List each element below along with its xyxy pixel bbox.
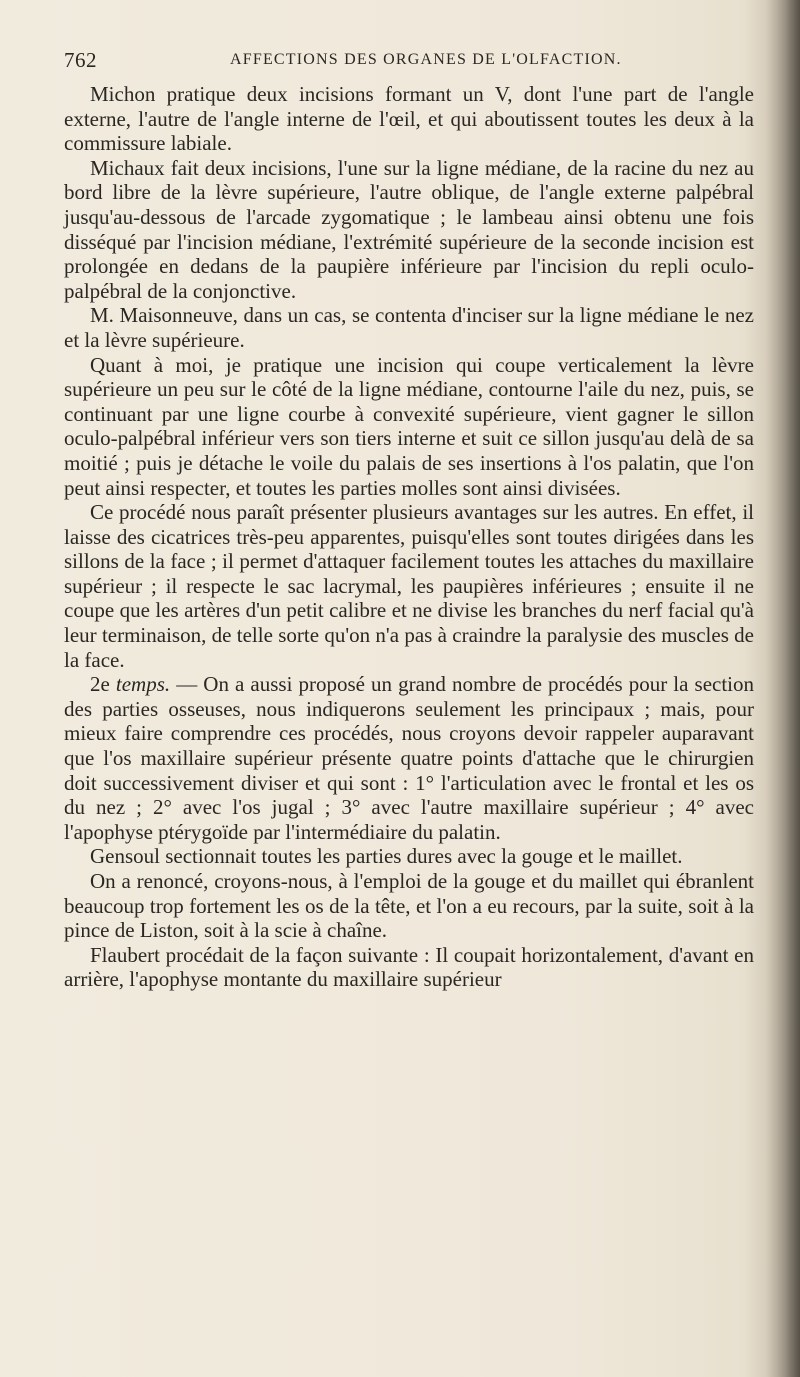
paragraph-author-procedure: Quant à moi, je pratique une incision qui coupe verticalement la lèvre supérieure un peu sur le côté de la ligne médiane, contourne l'aile du nez, puis, se continuant par une ligne courbe à convexité supérieure, vient gagner le sillon oculo-palpébral inférieur vers son tiers interne et suit ce sillon jusqu'au delà de sa moitié ; puis je détache le voile du palais de ses insertions à l'os palatin, que l'on peut ainsi respecter, et toutes les parties molles sont ainsi divisées. — [64, 352, 754, 500]
second-stage-number: 2e — [90, 672, 110, 697]
page-number: 762 — [64, 48, 97, 72]
running-title: AFFECTIONS DES ORGANES DE L'OLFACTION. — [230, 51, 622, 68]
paragraph-michon: Michon pratique deux incisions formant un V, dont l'une part de l'angle externe, l'autre de l'angle interne de l'œil, et qui aboutissent toutes les deux à la commissure labiale. — [64, 82, 754, 156]
paragraph-second-stage — [64, 672, 754, 844]
body-text — [64, 82, 754, 992]
second-stage-text: — On a aussi proposé un grand nombre de procédés pour la section des parties osseuses, nous indiquerons seulement les principaux ; mais, pour mieux faire comprendre ces procédés, nous croyons devoir rappeler auparavant que l'os maxillaire supérieur présente quatre points d'attache que le chirurgien doit successivement diviser et qui sont : 1° l'articulation avec le frontal et les os du nez ; 2° avec l'os jugal ; 3° avec l'autre maxillaire supérieur ; 4° avec l'apophyse ptérygoïde par l'intermédiaire du palatin. — [64, 672, 755, 844]
paragraph-flaubert: Flaubert procédait de la façon suivante : Il coupait horizontalement, d'avant en arrière, l'apophyse montante du maxillaire supérieur — [64, 942, 754, 992]
paragraph-maisonneuve: M. Maisonneuve, dans un cas, se contenta d'inciser sur la ligne médiane le nez et la lèvre supérieure. — [64, 303, 754, 352]
paragraph-gouge-abandoned: On a renoncé, croyons-nous, à l'emploi de la gouge et du maillet qui ébranlent beaucoup trop fortement les os de la tête, et l'on a eu recours, par la suite, soit à la pince de Liston, soit à la scie à chaîne. — [64, 869, 754, 943]
paragraph-advantages: Ce procédé nous paraît présenter plusieurs avantages sur les autres. En effet, il laisse des cicatrices très-peu apparentes, puisqu'elles sont toutes dirigées dans les sillons de la face ; il permet d'attaquer facilement toutes les attaches du maxillaire supérieur ; il respecte le sac lacrymal, les paupières inférieures ; ensuite il ne coupe que les artères d'un petit calibre et ne divise les branches du nerf facial qu'à leur terminaison, de telle sorte qu'on n'a pas à craindre la paralysie des muscles de la face. — [64, 500, 754, 672]
paragraph-michaux: Michaux fait deux incisions, l'une sur la ligne médiane, de la racine du nez au bord libre de la lèvre supérieure, l'autre oblique, de l'angle externe palpébral jusqu'au-dessous de l'arcade zygomatique ; le lambeau ainsi obtenu une fois disséqué par l'incision médiane, l'extrémité supérieure de la seconde incision est prolongée en dedans de la paupière inférieure par l'incision du repli oculo-palpébral de la conjonctive. — [64, 155, 754, 303]
page-edge-shadow — [766, 0, 800, 1377]
page-header — [64, 48, 754, 78]
second-stage-label: temps. — [115, 672, 171, 697]
paragraph-gensoul: Gensoul sectionnait toutes les parties dures avec la gouge et le maillet. — [90, 844, 683, 869]
